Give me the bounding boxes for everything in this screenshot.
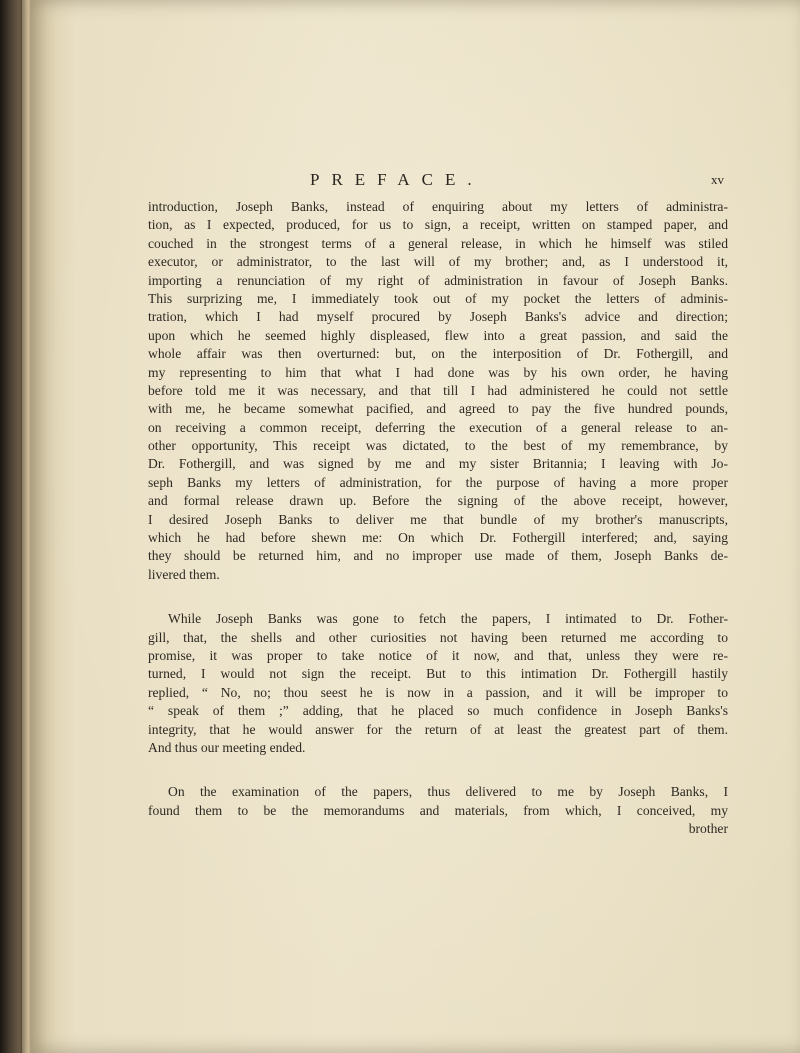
text-line: upon which he seemed highly displeased, flew into a great passion, and said the [148,327,728,343]
running-title: PREFACE. [310,170,484,189]
text-line: with me, he became somewhat pacified, and agreed to pay the five hundred pounds, [148,401,728,417]
paragraph [148,198,728,584]
text-line: replied, “ No, no; thou seest he is now in a passion, and it will be improper to [148,684,728,700]
text-line: and formal release drawn up. Before the signing of the above receipt, however, [148,493,728,509]
text-line: my representing to him that what I had done was by his own order, he having [148,364,728,380]
text-line: introduction, Joseph Banks, instead of enquiring about my letters of administra- [148,199,728,214]
paragraph-gap [148,584,728,610]
text-line: gill, that, the shells and other curiosities not having been returned me according to [148,629,728,645]
text-line: Dr. Fothergill, and was signed by me and my sister Britannia; I leaving with Jo- [148,456,728,472]
paragraph [148,783,728,838]
book-page [30,0,800,1053]
text-line: they should be returned him, and no improper use made of them, Joseph Banks de- [148,548,728,564]
text-line: importing a renunciation of my right of administration in favour of Joseph Banks. [148,272,728,288]
text-line: This surprizing me, I immediately took out of my pocket the letters of adminis- [148,290,728,306]
text-line: turned, I would not sign the receipt. But to this intimation Dr. Fothergill hastily [148,666,728,682]
text-line: whole affair was then overturned: but, on the interposition of Dr. Fothergill, and [148,346,728,362]
paragraph [148,610,728,757]
body-text [148,198,728,839]
text-line: tration, which I had myself procured by Joseph Banks's advice and direction; [148,309,728,325]
text-line: While Joseph Banks was gone to fetch the papers, I intimated to Dr. Fother- [168,611,728,627]
text-line: on receiving a common receipt, deferring the execution of a general release to an- [148,419,728,435]
page-number: xv [711,172,724,187]
text-line: And thus our meeting ended. [148,739,306,755]
text-line: seph Banks my letters of administration, for the purpose of having a more proper [148,474,728,490]
running-head [148,170,728,192]
text-line: couched in the strongest terms of a general release, in which he himself was stiled [148,235,728,251]
text-line: On the examination of the papers, thus delivered to me by Joseph Banks, I [168,784,728,800]
text-line: livered them. [148,566,220,582]
text-line: “ speak of them ;” adding, that he placed so much confidence in Joseph Banks's [148,703,728,719]
text-line: before told me it was necessary, and that till I had administered he could not settle [148,382,728,398]
text-line: which he had before shewn me: On which Dr. Fothergill interfered; and, saying [148,530,728,546]
text-line: tion, as I expected, produced, for us to sign, a receipt, written on stamped paper, and [148,217,728,233]
text-line: integrity, that he would answer for the return of at least the greatest part of them. [148,721,728,737]
text-line: promise, it was proper to take notice of it now, and that, unless they were re- [148,647,728,663]
text-line: executor, or administrator, to the last will of my brother; and, as I understood it, [148,254,728,270]
catchword: brother [688,821,728,837]
text-line: I desired Joseph Banks to deliver me that bundle of my brother's manuscripts, [148,511,728,527]
text-line: found them to be the memorandums and materials, from which, I conceived, my [148,802,728,818]
paragraph-gap [148,757,728,783]
text-line: other opportunity, This receipt was dictated, to the best of my remembrance, by [148,438,728,454]
